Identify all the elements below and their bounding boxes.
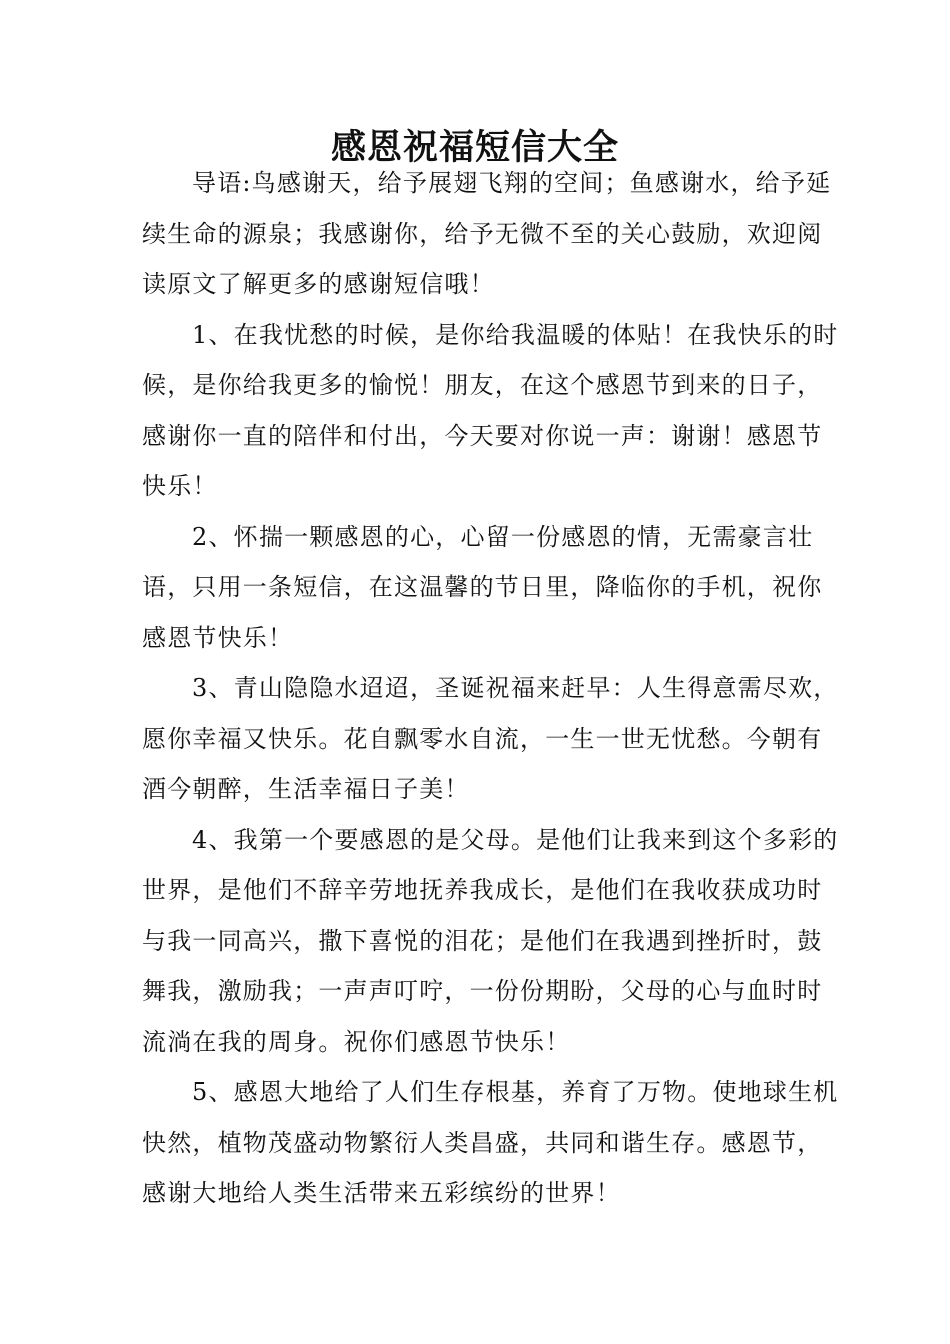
- document-body: [142, 158, 842, 1219]
- paragraph-1: 1、在我忧愁的时候，是你给我温暖的体贴！在我快乐的时候，是你给我更多的愉悦！朋友，在这个感恩节到来的日子，感谢你一直的陪伴和付出，今天要对你说一声：谢谢！感恩节快乐！: [142, 320, 839, 500]
- paragraph-5: 5、感恩大地给了人们生存根基，养育了万物。使地球生机快然，植物茂盛动物繁衍人类昌盛，共同和谐生存。感恩节，感谢大地给人类生活带来五彩缤纷的世界！: [142, 1078, 839, 1207]
- page-title: 感恩祝福短信大全: [330, 127, 619, 169]
- paragraph-2: 2、怀揣一颗感恩的心，心留一份感恩的情，无需豪言壮语，只用一条短信，在这温馨的节日里，降临你的手机，祝你感恩节快乐！: [142, 522, 823, 652]
- paragraph-4: 4、我第一个要感恩的是父母。是他们让我来到这个多彩的世界，是他们不辞辛劳地抚养我成长，是他们在我收获成功时与我一同高兴，撒下喜悦的泪花；是他们在我遇到挫折时，鼓舞我，激励我；一声声叮咛，一份份期盼，父母的心与血时时流淌在我的周身。祝你们感恩节快乐！: [142, 825, 839, 1056]
- paragraph-intro: 导语:鸟感谢天，给予展翅飞翔的空间；鱼感谢水，给予延续生命的源泉；我感谢你，给予无微不至的关心鼓励，欢迎阅读原文了解更多的感谢短信哦！: [142, 169, 832, 298]
- paragraph-3: 3、青山隐隐水迢迢，圣诞祝福来赶早：人生得意需尽欢，愿你幸福又快乐。花自飘零水自流，一生一世无忧愁。今朝有酒今朝醉，生活幸福日子美！: [142, 674, 839, 803]
